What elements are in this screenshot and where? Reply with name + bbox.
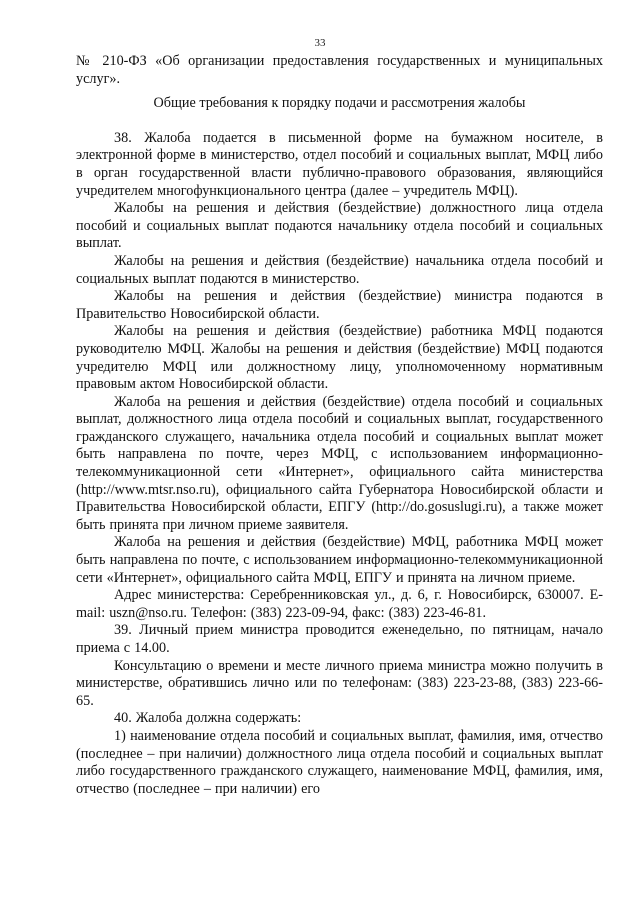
paragraph-consultation: Консультацию о времени и месте личного приема министра можно получить в министерстве, обратившись лично или по телефонам: (383) 223-23-88, (383) 223-66-65. bbox=[76, 657, 603, 709]
paragraph-39: 39. Личный прием министра проводится еженедельно, по пятницам, начало приема с 14.00. bbox=[76, 622, 603, 656]
paragraph-38: 38. Жалоба подается в письменной форме на бумажном носителе, в электронной форме в министерство, отдел пособий и социальных выплат, МФЦ либо в орган государственной власти публично-правового образования, являющийся учредителем многофункционального центра (далее – учредитель МФЦ). bbox=[76, 129, 603, 199]
section-heading: Общие требования к порядку подачи и рассмотрения жалобы bbox=[153, 95, 526, 112]
paragraph-40-item-1: 1) наименование отдела пособий и социальных выплат, фамилия, имя, отчество (последнее – при наличии) должностного лица отдела пособий и социальных выплат либо государственного гражданского служащего, наименование МФЦ, фамилия, имя, отчество (последнее – при наличии) его bbox=[76, 727, 603, 797]
paragraph-complaint-minister: Жалобы на решения и действия (бездействие) министра подаются в Правительство Новосибирской области. bbox=[76, 288, 603, 322]
paragraph-ministry-address: Адрес министерства: Серебренниковская ул., д. 6, г. Новосибирск, 630007. E-mail: uszn@nso.ru. Телефон: (383) 223-09-94, факс: (383) 223-46-81. bbox=[76, 587, 603, 621]
paragraph-complaint-head: Жалобы на решения и действия (бездействие) начальника отдела пособий и социальных выплат подаются в министерство. bbox=[76, 252, 603, 287]
paragraph-complaint-official: Жалобы на решения и действия (бездействие) должностного лица отдела пособий и социальных выплат подаются начальнику отдела пособий и социальных выплат. bbox=[76, 200, 603, 252]
page-number: 33 bbox=[314, 37, 326, 49]
paragraph-complaint-mfc-worker: Жалобы на решения и действия (бездействие) работника МФЦ подаются руководителю МФЦ. Жалобы на решения и действия (бездействие) МФЦ подаются учредителю МФЦ или должностному лицу, уполномоченному нормативным правовым актом Новосибирской области. bbox=[76, 323, 603, 393]
document-body bbox=[76, 53, 603, 798]
paragraph-40: 40. Жалоба должна содержать: bbox=[114, 710, 302, 727]
paragraph-complaint-channels: Жалоба на решения и действия (бездействие) отдела пособий и социальных выплат, должностного лица отдела пособий и социальных выплат, государственного гражданского служащего, начальника отдела пособий и социальных выплат может быть направлена по почте, через МФЦ, с использованием информационно-телекоммуникационной сети «Интернет», официального сайта министерства (http://www.mtsr.nso.ru), официального сайта Губернатора Новосибирской области и Правительства Новосибирской области, ЕПГУ (http://do.gosuslugi.ru), а также может быть принята при личном приеме заявителя. bbox=[76, 393, 603, 533]
intro-paragraph: № 210-ФЗ «Об организации предоставления государственных и муниципальных услуг». bbox=[76, 53, 603, 87]
paragraph-complaint-mfc: Жалоба на решения и действия (бездействие) МФЦ, работника МФЦ может быть направлена по почте, с использованием информационно-телекоммуникационной сети «Интернет», официального сайта МФЦ, ЕПГУ и принята на личном приеме. bbox=[76, 534, 603, 586]
